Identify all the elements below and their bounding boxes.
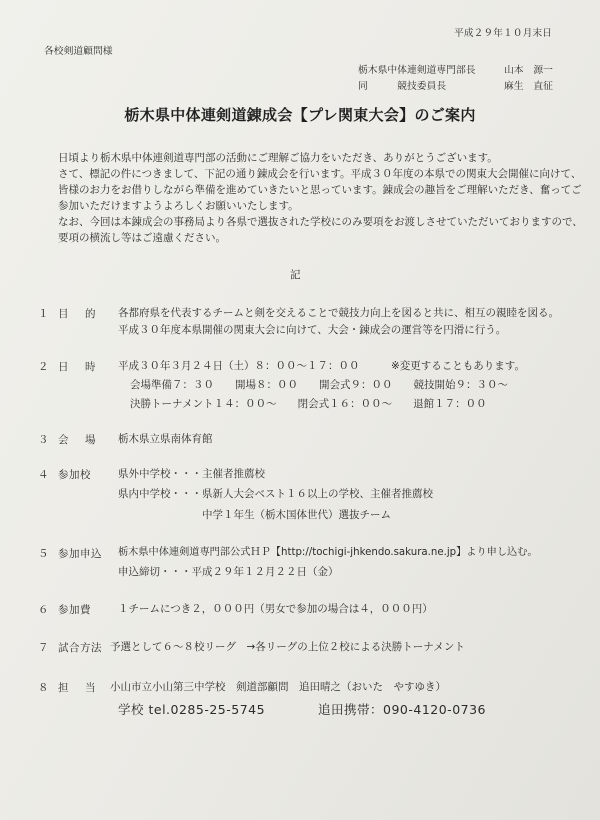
sender2-org: 同 競技委員長 xyxy=(358,81,447,92)
item-label: 会 場 xyxy=(58,434,99,446)
item-line: 平成３０年３月２４日（土）８：００～１７：００ ※変更することもあります。 xyxy=(118,360,525,372)
item-label: 参加費 xyxy=(58,604,91,616)
intro-line: 参加いただけますようよろしくお願いいたします。 xyxy=(58,200,299,212)
item-label: 試合方法 xyxy=(58,642,102,654)
item-label: 目 的 xyxy=(58,308,99,320)
document-title: 栃木県中体連剣道錬成会【プレ関東大会】のご案内 xyxy=(124,106,476,124)
recipient: 各校剣道顧問様 xyxy=(44,46,113,57)
school-tel: 学校 tel.0285-25-5745 xyxy=(118,702,266,717)
item-number: ２ xyxy=(38,361,49,373)
intro-line: 要項の横流し等はご遠慮ください。 xyxy=(58,232,226,244)
item-number: １ xyxy=(38,308,49,320)
item-number: ３ xyxy=(38,434,49,446)
sender1-name: 山本 源一 xyxy=(504,65,553,76)
intro-line: 皆様のお力をお借りしながら準備を進めていきたいと思っています。錬成会の趣旨をご理解いただき、奮ってご xyxy=(58,184,582,196)
sender2-name: 麻生 直征 xyxy=(504,81,553,92)
item-line: １チームにつき２，０００円（男女で参加の場合は４，０００円） xyxy=(118,603,433,615)
intro-line: さて、標記の件につきまして、下記の通り錬成会を行います。平成３０年度の本県での関東大会開催に向けて、 xyxy=(58,168,582,180)
item-number: ７ xyxy=(38,642,49,654)
item-line: 小山市立小山第三中学校 剣道部顧問 追田晴之（おいた やすゆき） xyxy=(110,681,446,693)
item-line: 県内中学校・・・県新人大会ベスト１６以上の学校、主催者推薦校 xyxy=(118,488,433,500)
intro-line: なお、今回は本錬成会の事務局より各県で選抜された学校にのみ要項をお渡しさせていただいておりますので、 xyxy=(58,216,583,228)
item-line: 決勝トーナメント１４：００～ 閉会式１６：００～ 退館１７：００ xyxy=(130,398,487,410)
item-number: ６ xyxy=(38,604,49,616)
item-label: 参加校 xyxy=(58,469,91,481)
item-line: 予選として６～８校リーグ →各リーグの上位２校による決勝トーナメント xyxy=(110,641,465,653)
issue-date: 平成２９年１０月末日 xyxy=(454,28,552,39)
item-line: 中学１年生（栃木国体世代）選抜チーム xyxy=(202,509,391,521)
item-label: 担 当 xyxy=(58,682,99,694)
item-line: 平成３０年度本県開催の関東大会に向けて、大会・錬成会の運営等を円滑に行う。 xyxy=(118,324,507,336)
ki-heading: 記 xyxy=(290,269,301,281)
item-line: 栃木県立県南体育館 xyxy=(118,433,213,445)
item-line: 栃木県中体連剣道専門部公式ＨＰ【http://tochigi-jhkendo.sakura.ne.jp】より申し込む。 xyxy=(118,547,538,558)
item-number: ８ xyxy=(38,682,49,694)
intro-line: 日頃より栃木県中体連剣道専門部の活動にご理解ご協力をいただき、ありがとうございます。 xyxy=(58,152,498,164)
item-number: ４ xyxy=(38,469,49,481)
item-line: 会場準備７：３０ 開場８：００ 開会式９：００ 競技開始９：３０～ xyxy=(130,379,508,391)
item-line: 県外中学校・・・主催者推薦校 xyxy=(118,468,265,480)
item-line: 申込締切・・・平成２９年１２月２２日（金） xyxy=(118,566,339,578)
item-label: 日 時 xyxy=(58,361,99,373)
item-number: ５ xyxy=(38,548,49,560)
item-label: 参加申込 xyxy=(58,548,102,560)
mobile-tel: 追田携帯：090-4120-0736 xyxy=(318,702,487,717)
sender1-org: 栃木県中体連剣道専門部長 xyxy=(358,65,476,76)
item-line: 各都府県を代表するチームと剣を交えることで競技力向上を図ると共に、相互の親睦を図る。 xyxy=(118,307,559,319)
